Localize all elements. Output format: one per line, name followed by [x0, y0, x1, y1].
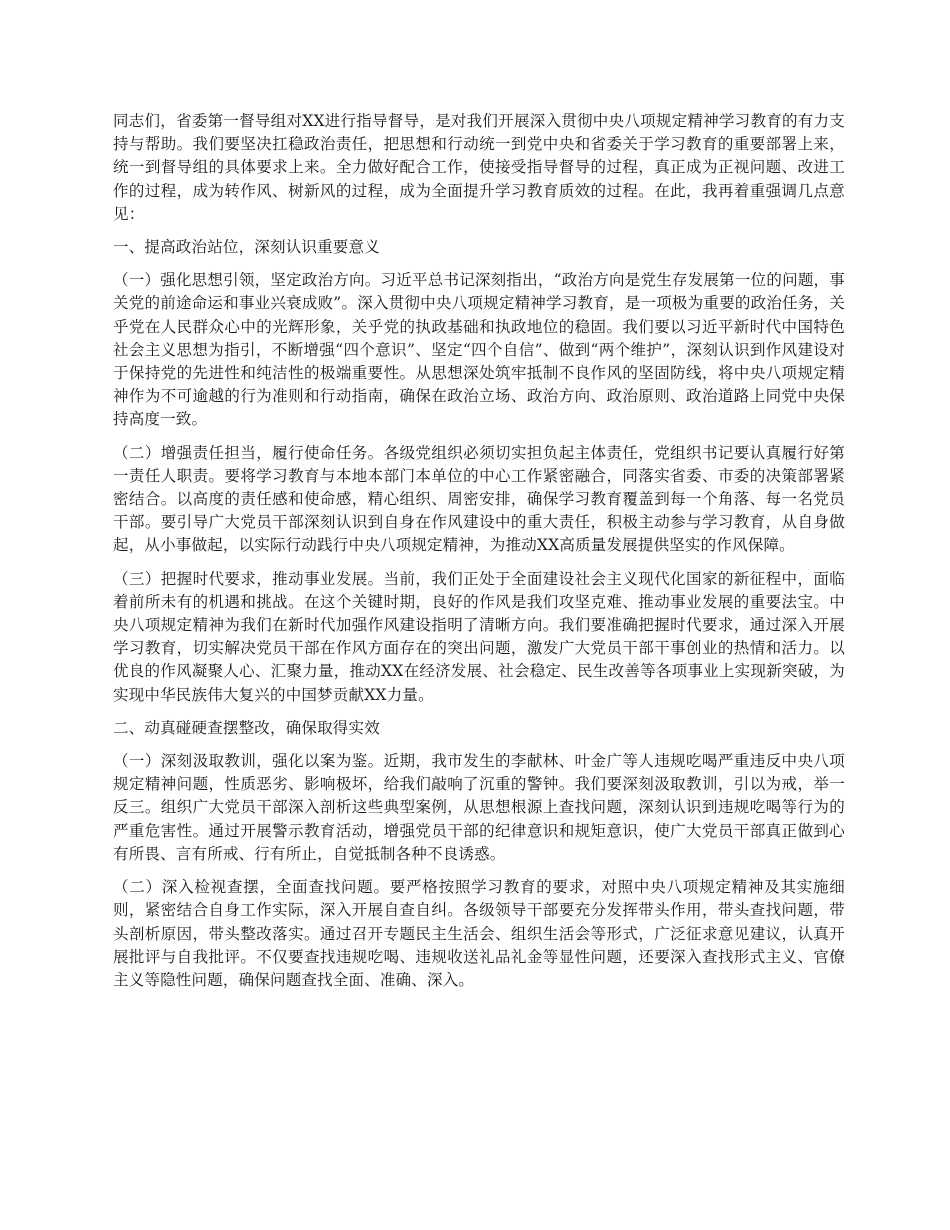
- section-2-paragraph-2: （二）深入检视查摆，全面查找问题。要严格按照学习教育的要求，对照中央八项规定精神及其实施细则，紧密结合自身工作实际，深入开展自查自纠。各级领导干部要充分发挥带头作用，带头查找问题，带头剖析原因，带头整改落实。通过召开专题民主生活会、组织生活会等形式，广泛征求意见建议，认真开展批评与自我批评。不仅要查找违规吃喝、违规收送礼品礼金等显性问题，还要深入查找形式主义、官僚主义等隐性问题，确保问题查找全面、准确、深入。: [113, 878, 845, 989]
- section-1-heading: 一、提高政治站位，深刻认识重要意义: [113, 238, 380, 257]
- section-2-paragraph-1: （一）深刻汲取教训，强化以案为鉴。近期，我市发生的李献林、叶金广等人违规吃喝严重违反中央八项规定精神问题，性质恶劣、影响极坏，给我们敲响了沉重的警钟。我们要深刻汲取教训，引以为戒，举一反三。组织广大党员干部深入剖析这些典型案例，从思想根源上查找问题，深刻认识到违规吃喝等行为的严重危害性。通过开展警示教育活动，增强党员干部的纪律意识和规矩意识，使广大党员干部真正做到心有所畏、言有所戒、行有所止，自觉抵制各种不良诱惑。: [113, 752, 845, 863]
- section-2-heading: 二、动真碰硬查摆整改，确保取得实效: [113, 718, 380, 737]
- section-1-paragraph-2: （二）增强责任担当，履行使命任务。各级党组织必须切实担负起主体责任，党组织书记要认真履行好第一责任人职责。要将学习教育与本地本部门本单位的中心工作紧密融合，同落实省委、市委的决策部署紧密结合。以高度的责任感和使命感，精心组织、周密安排，确保学习教育覆盖到每一个角落、每一名党员干部。要引导广大党员干部深刻认识到自身在作风建设中的重大责任，积极主动参与学习教育，从自身做起，从小事做起，以实际行动践行中央八项规定精神，为推动XX高质量发展提供坚实的作风保障。: [113, 443, 845, 555]
- intro-paragraph: 同志们，省委第一督导组对XX进行指导督导，是对我们开展深入贯彻中央八项规定精神学习教育的有力支持与帮助。我们要坚决扛稳政治责任，把思想和行动统一到党中央和省委关于学习教育的重要部署上来，统一到督导组的具体要求上来。全力做好配合工作，使接受指导督导的过程，真正成为正视问题、改进工作的过程，成为转作风、树新风的过程，成为全面提升学习教育质效的过程。在此，我再着重强调几点意见：: [113, 112, 845, 223]
- document-body: [113, 110, 845, 1002]
- section-1-paragraph-3: （三）把握时代要求，推动事业发展。当前，我们正处于全面建设社会主义现代化国家的新征程中，面临着前所未有的机遇和挑战。在这个关键时期，良好的作风是我们攻坚克难、推动事业发展的重要法宝。中央八项规定精神为我们在新时代加强作风建设指明了清晰方向。我们要准确把握时代要求，通过深入开展学习教育，切实解决党员干部在作风方面存在的突出问题，激发广大党员干部干事创业的热情和活力。以优良的作风凝聚人心、汇聚力量，推动XX在经济发展、社会稳定、民生改善等各项事业上实现新突破，为实现中华民族伟大复兴的中国梦贡献XX力量。: [113, 569, 845, 704]
- section-1-paragraph-1: （一）强化思想引领，坚定政治方向。习近平总书记深刻指出，“政治方向是党生存发展第一位的问题，事关党的前途命运和事业兴衰成败”。深入贯彻中央八项规定精神学习教育，是一项极为重要的政治任务，关乎党在人民群众心中的光辉形象，关乎党的执政基础和执政地位的稳固。我们要以习近平新时代中国特色社会主义思想为指引，不断增强“四个意识”、坚定“四个自信”、做到“两个维护”，深刻认识到作风建设对于保持党的先进性和纯洁性的极端重要性。从思想深处筑牢抵制不良作风的坚固防线，将中央八项规定精神作为不可逾越的行为准则和行动指南，确保在政治立场、政治方向、政治原则、政治道路上同党中央保持高度一致。: [113, 271, 845, 429]
